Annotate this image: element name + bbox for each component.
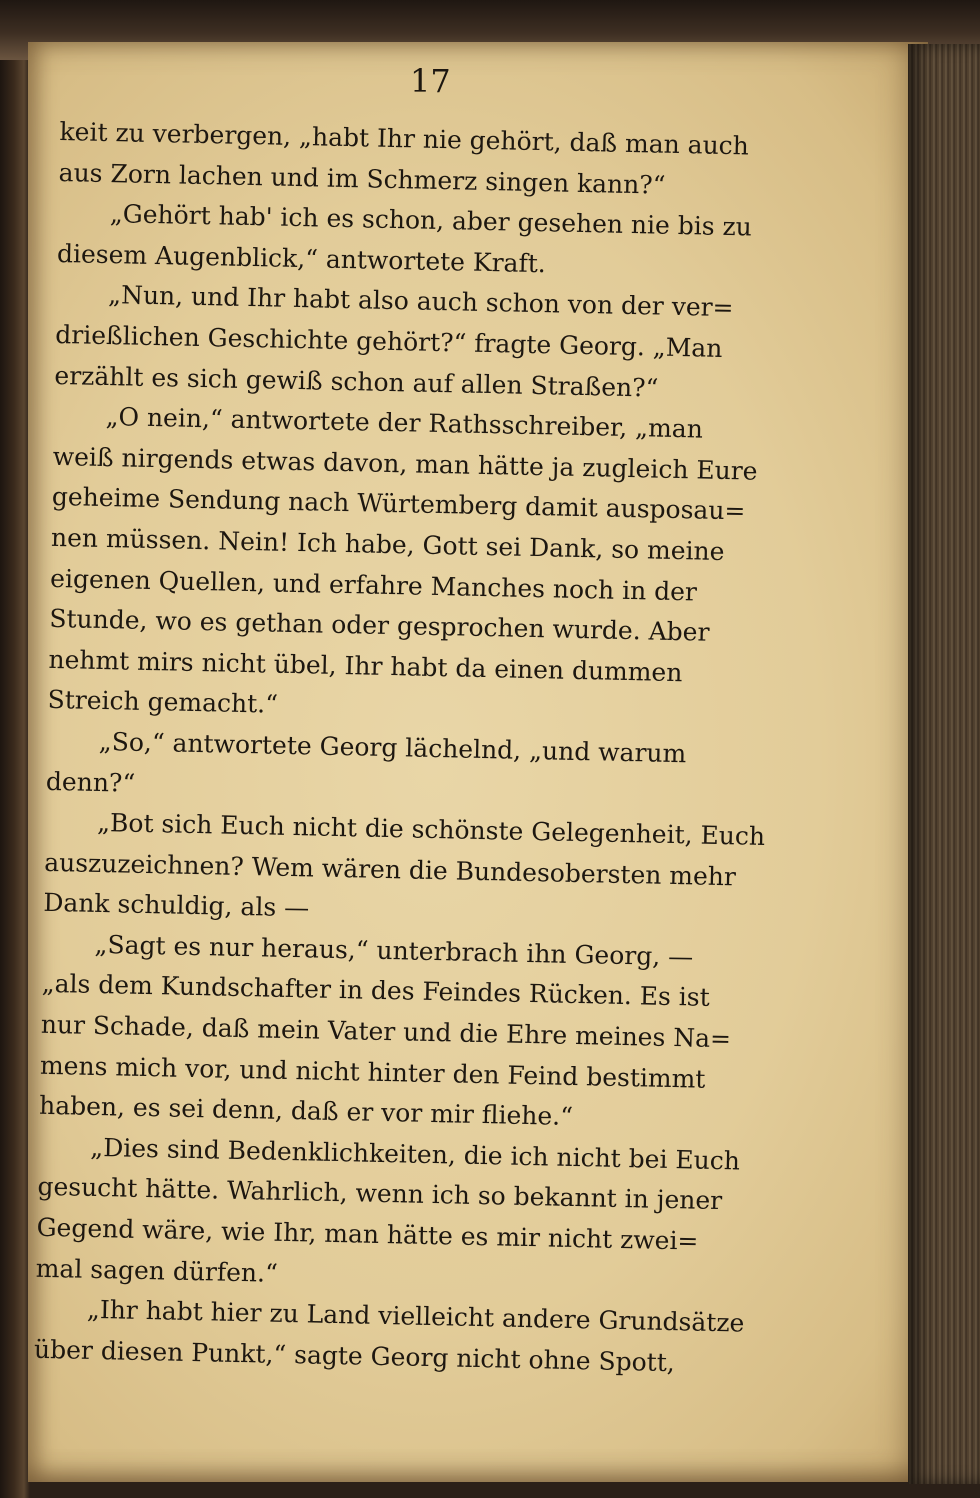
text-line: „Sagt es nur heraus,“ unterbrach ihn Georg, — <box>94 929 694 972</box>
text-line: mens mich vor, und nicht hinter den Feind bestimmt <box>39 1050 706 1094</box>
page-edges <box>908 44 980 1484</box>
text-line: mal sagen dürfen.“ <box>35 1253 279 1288</box>
text-line: „O nein,“ antwortete der Rathsschreiber, „man <box>105 402 704 444</box>
text-line: keit zu verbergen, „habt Ihr nie gehört, daß man auch <box>59 116 750 161</box>
text-line: weiß nirgends etwas davon, man hätte ja zugleich Eure <box>52 441 758 486</box>
text-line: nen müssen. Nein! Ich habe, Gott sei Dank, so meine <box>50 522 725 566</box>
text-line: haben, es sei denn, daß er vor mir fliehe.“ <box>38 1091 574 1132</box>
text-line: geheime Sendung nach Würtemberg damit ausposau= <box>51 482 746 526</box>
text-line: Streich gemacht.“ <box>47 685 279 720</box>
text-line: „Ihr habt hier zu Land vielleicht andere Grundsätze <box>86 1295 745 1338</box>
text-line: „Nun, und Ihr habt also auch schon von der ver= <box>107 280 734 323</box>
text-line: denn?“ <box>45 766 136 798</box>
text-line: über diesen Punkt,“ sagte Georg nicht ohne Spott, <box>33 1334 676 1377</box>
text-line: „Dies sind Bedenklichkeiten, die ich nicht bei Euch <box>90 1132 741 1176</box>
text-line: „Gehört hab' ich es schon, aber gesehen nie bis zu <box>109 199 753 242</box>
text-line: Gegend wäre, wie Ihr, man hätte es mir nicht zwei= <box>36 1212 699 1256</box>
text-line: diesem Augenblick,“ antwortete Kraft. <box>56 238 547 278</box>
body-text <box>34 112 802 1386</box>
text-line: Dank schuldig, als — <box>43 888 310 923</box>
text-line: „So,“ antwortete Georg lächelnd, „und warum <box>98 726 687 769</box>
page-number: 17 <box>410 62 451 100</box>
text-line: aus Zorn lachen und im Schmerz singen kann?“ <box>58 157 666 200</box>
text-line: erzählt es sich gewiß schon auf allen Straßen?“ <box>54 360 659 403</box>
text-line: gesucht hätte. Wahrlich, wenn ich so bekannt in jener <box>37 1172 723 1216</box>
text-line: „Bot sich Euch nicht die schönste Gelegenheit, Euch <box>96 808 766 852</box>
text-line: nur Schade, daß mein Vater und die Ehre meines Na= <box>40 1009 732 1054</box>
text-line: eigenen Quellen, und erfahre Manches noch in der <box>49 563 698 606</box>
text-line: auszuzeichnen? Wem wären die Bundesobersten mehr <box>43 847 737 892</box>
text-line: „als dem Kundschafter in des Feindes Rücken. Es ist <box>41 969 710 1013</box>
text-line: drießlichen Geschichte gehört?“ fragte Georg. „Man <box>55 319 723 363</box>
text-line: Stunde, wo es gethan oder gesprochen wurde. Aber <box>49 604 710 647</box>
text-line: nehmt mirs nicht übel, Ihr habt da einen dummen <box>48 644 683 687</box>
